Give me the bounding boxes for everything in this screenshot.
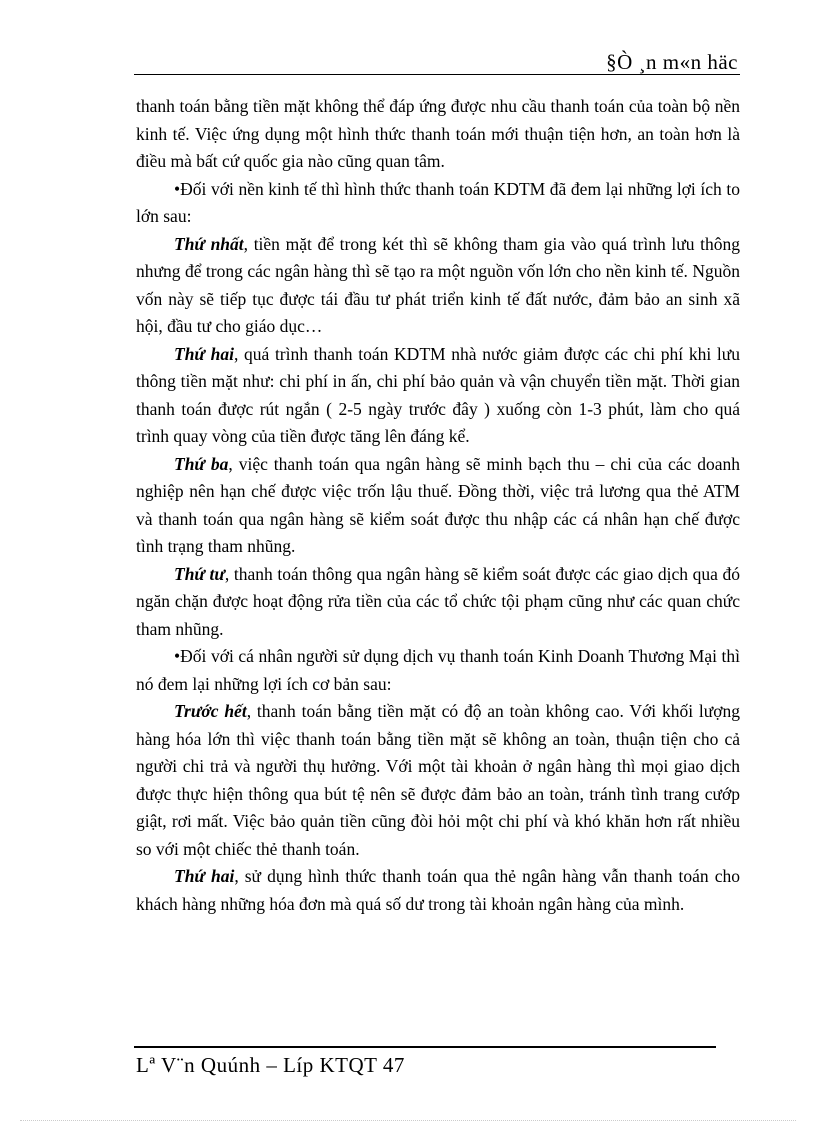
paragraph-third — [136, 451, 740, 561]
paragraph-fourth — [136, 561, 740, 644]
header-rule — [134, 74, 740, 75]
paragraph-individual-benefits — [136, 643, 740, 698]
paragraph-text: , quá trình thanh toán KDTM nhà nước giảm được các chi phí khi lưu thông tiền mặt như: chi phí in ấn, chi phí bảo quản và vận chuyển tiền mặt. Thời gian thanh toán được rút ngắn ( 2-5 ngày trước đây ) xuống còn 1-3 phút, làm cho quá trình quay vòng của tiền được tăng lên đáng kể. — [136, 343, 740, 446]
paragraph-first-of-all — [136, 698, 740, 863]
paragraph-text: , tiền mặt để trong két thì sẽ không tham gia vào quá trình lưu thông nhưng để trong các ngân hàng thì sẽ tạo ra một nguồn vốn lớn cho nền kinh tế. Nguồn vốn này sẽ tiếp tục được tái đầu tư phát triển kinh tế đất nước, đảm bảo an sinh xã hội, đầu tư cho giáo dục… — [136, 233, 741, 336]
page-footer-author: Lª V¨n Quúnh – Líp KTQT 47 — [136, 1053, 405, 1077]
paragraph-lead: Thứ hai — [174, 866, 235, 886]
paragraph-text: thanh toán bằng tiền mặt không thể đáp ứng được nhu cầu thanh toán của toàn bộ nền kinh tế. Việc ứng dụng một hình thức thanh toán mới thuận tiện hơn, an toàn hơn là điều mà bất cứ quốc gia nào cũng quan tâm. — [136, 96, 740, 171]
paragraph-text: , thanh toán bằng tiền mặt có độ an toàn không cao. Với khối lượng hàng hóa lớn thì việc thanh toán bằng tiền mặt sẽ không an toàn, thuận tiện cho cả người chi trả và người thụ hưởng. Với một tài khoản ở ngân hàng thì mọi giao dịch được thực hiện thông qua bút tệ nên sẽ được đảm bảo an toàn, tránh tình trang cướp giật, rơi mất. Việc bảo quản tiền cũng đòi hỏi một chi phí và khó khăn hơn rất nhiều so với một chiếc thẻ thanh toán. — [136, 701, 741, 859]
paragraph-second — [136, 341, 740, 451]
paragraph-lead: Trước hết — [174, 701, 247, 721]
paragraph-text: , sử dụng hình thức thanh toán qua thẻ ngân hàng vẫn thanh toán cho khách hàng những hóa đơn mà quá số dư trong tài khoản ngân hàng của mình. — [136, 866, 740, 914]
paragraph-lead: Thứ tư — [174, 563, 225, 584]
paragraph-economy-benefits — [136, 176, 740, 231]
paragraph-text: , việc thanh toán qua ngân hàng sẽ minh bạch thu – chi của các doanh nghiệp nên hạn chế được việc trốn lậu thuế. Đồng thời, việc trả lương qua thẻ ATM và thanh toán qua ngân hàng sẽ kiểm soát được thu nhập các cá nhân hạn chế được tình trạng tham nhũng. — [136, 453, 740, 556]
paragraph-lead: Thứ ba — [174, 453, 229, 474]
paragraph-first — [136, 231, 740, 341]
page-bottom-edge — [20, 1120, 796, 1121]
paragraph-lead: Thứ hai — [174, 343, 234, 364]
paragraph-continuation — [136, 93, 740, 176]
paragraph-second-individual — [136, 863, 740, 918]
document-body — [136, 93, 740, 918]
footer-rule — [134, 1046, 716, 1048]
page-header-title: §Ò ¸n m«n häc — [606, 50, 738, 74]
paragraph-lead: Thứ nhất — [174, 233, 244, 254]
paragraph-text: , thanh toán thông qua ngân hàng sẽ kiểm soát được các giao dịch qua đó ngăn chặn được hoạt động rửa tiền của các tổ chức tội phạm cũng như các quan chức tham nhũng. — [136, 563, 740, 639]
paragraph-text: •Đối với cá nhân người sử dụng dịch vụ thanh toán Kinh Doanh Thương Mại thì nó đem lại những lợi ích cơ bản sau: — [136, 646, 740, 694]
paragraph-text: •Đối với nền kinh tế thì hình thức thanh toán KDTM đã đem lại những lợi ích to lớn sau: — [136, 178, 740, 226]
